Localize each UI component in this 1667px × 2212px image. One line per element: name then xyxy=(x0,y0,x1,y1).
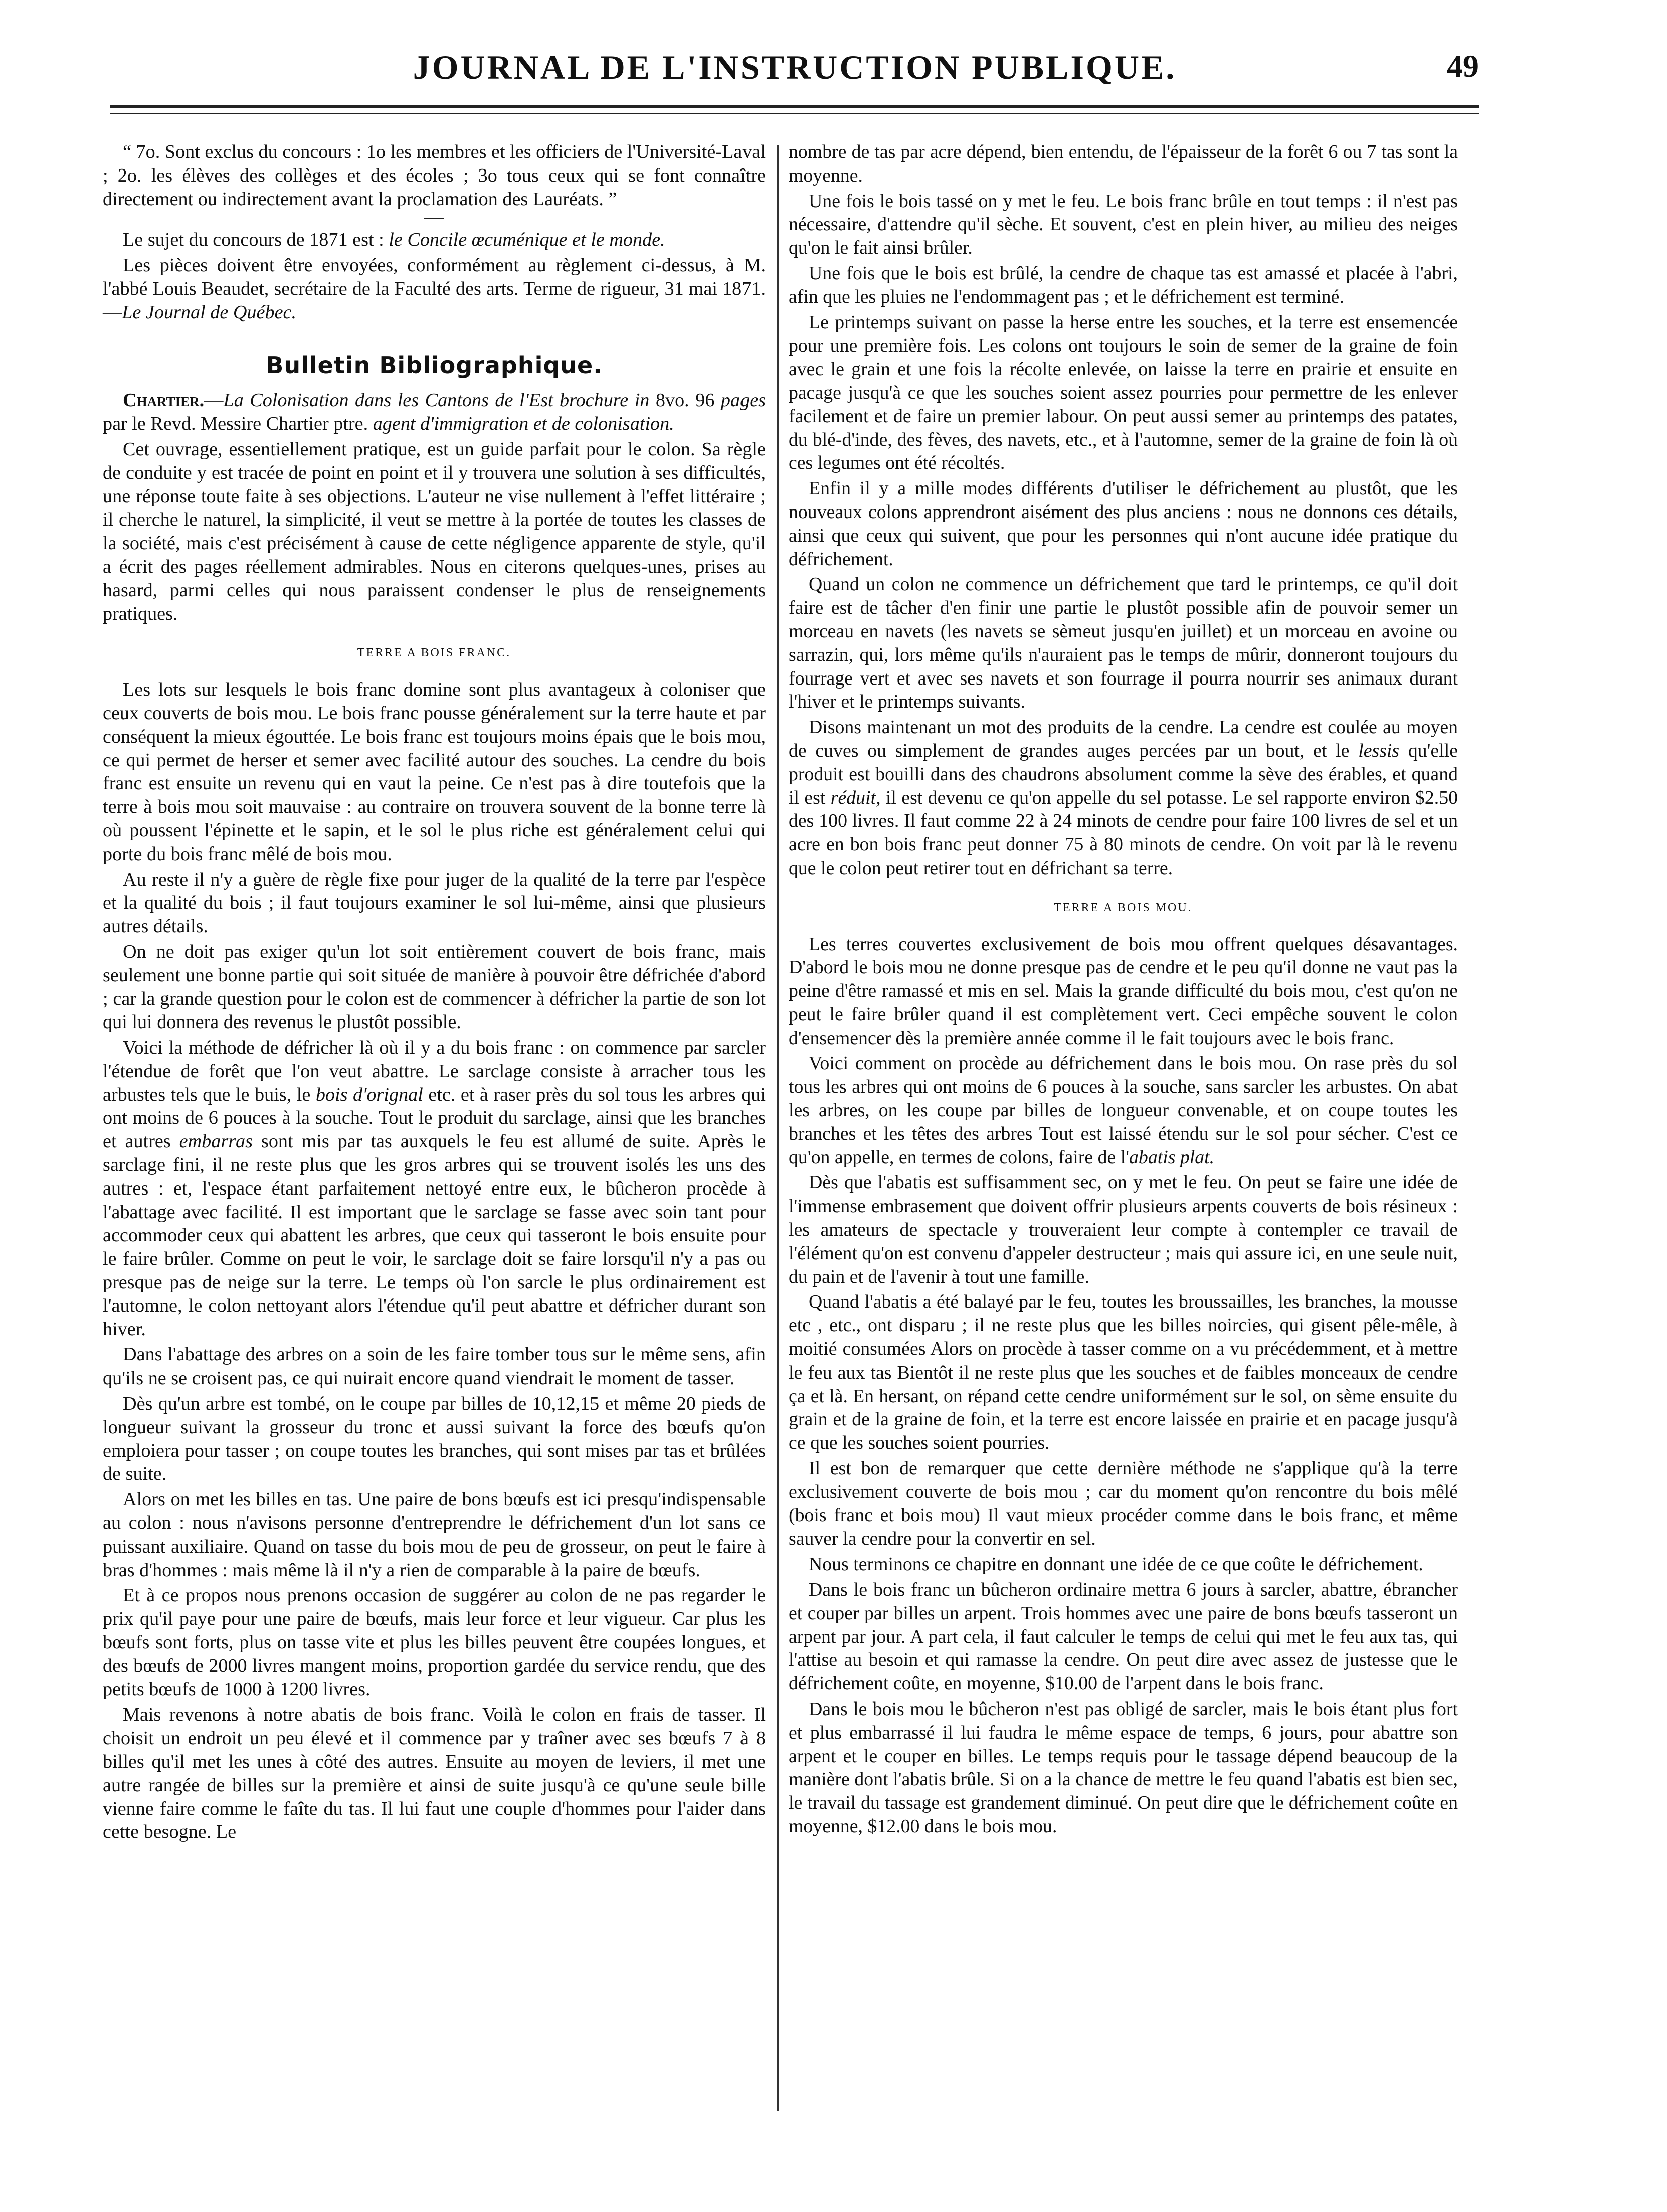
paragraph: Voici comment on procède au défrichement dans le bois mou. On rase près du sol tous les arbres qui ont moins de 6 pouces à la souche, sans sarcler les arbustes. On abat les arbres, on les coupe par billes de longueur convenable, et on coupe toutes les branches et les têtes des arbres Tout est laissé étendu sur le sol pour sécher. C'est ce qu'on appelle, en termes de colons, faire de l'abatis plat. xyxy=(789,1053,1458,1168)
right-column xyxy=(789,140,1458,1840)
paragraph: Dans le bois franc un bûcheron ordinaire mettra 6 jours à sarcler, abattre, ébrancher et couper par billes un arpent. Trois hommes avec une paire de bons bœufs tasseront un arpent par jour. A part cela, il faut calculer le temps de celui qui met le feu aux tas, qui l'attise au besoin et qui ramasse la cendre. On peut dire avec assez de justesse que le défrichement coûte, en moyenne, $10.00 de l'arpent dans le bois franc. xyxy=(789,1579,1458,1694)
paragraph: On ne doit pas exiger qu'un lot soit entièrement couvert de bois franc, mais seulement une bonne partie qui soit située de manière à pouvoir être défrichée d'abord ; car la grande question pour le colon est de commencer à défricher la partie de son lot qui lui donnera des revenus le plustôt possible. xyxy=(103,941,766,1033)
bibliography-entry: Chartier.—La Colonisation dans les Cantons de l'Est brochure in 8vo. 96 pages par le Revd. Messire Chartier ptre. agent d'immigration et de colonisation. xyxy=(103,390,766,435)
paragraph: Une fois que le bois est brûlé, la cendre de chaque tas est amassé et placée à l'abri, afin que les pluies ne l'endommagent pas ; et le défrichement est terminé. xyxy=(789,262,1458,307)
paragraph: Voici la méthode de défricher là où il y a du bois franc : on commence par sarcler l'étendue de forêt que l'on veut abattre. Le sarclage consiste à arracher tous les arbustes tels que le buis, le bois d'orignal etc. et à raser près du sol tous les arbres qui ont moins de 6 pouces à la souche. Tout le produit du sarclage, ainsi que les branches et autres embarras sont mis par tas auxquels le feu est allumé de suite. Après le sarclage fini, il ne reste plus que les gros arbres qui se trouvent isolés les uns des autres : et, l'espace étant parfaitement nettoyé entre eux, le bûcheron procède à l'abattage avec facilité. Il est important que le sarclage se fasse avec soin tant pour accommoder ceux qui abattent les arbres, que ceux qui tasseront le bois ensuite pour le faire brûler. Comme on peut le voir, le sarclage doit se faire lorsqu'il n'y a pas ou presque pas de neige sur la terre. Le temps où l'on sarcle le plus ordinairement est l'automne, le colon nettoyant alors l'étendue qu'il peut abattre et défricher durant son hiver. xyxy=(103,1037,766,1340)
page-header xyxy=(110,48,1479,103)
paragraph: Les lots sur lesquels le bois franc domine sont plus avantageux à coloniser que ceux couverts de bois mou. Le bois franc pousse généralement sur la terre haute et par conséquent la mieux égouttée. Le bois franc est toujours moins épais que le bois mou, ce qui permet de herser et semer avec facilité autour des souches. La cendre du bois franc est ensuite un revenu qui en vaut la peine. Ce n'est pas à dire toutefois que la terre à bois mou soit mauvaise : au contraire on trouvera souvent de la bonne terre là où poussent l'épinette et le sapin, et le sol le plus riche est généralement celui qui porte du bois franc mêlé de bois mou. xyxy=(103,679,766,865)
paragraph: Quand un colon ne commence un défrichement que tard le printemps, ce qu'il doit faire est de tâcher d'en finir une partie le plustôt possible afin de pouvoir semer un morceau en navets (les navets se sèmeut jusqu'en juillet) et un morceau en avoine ou sarrazin, qui, lors même qu'ils n'auraient pas le temps de mûrir, donneront toujours du fourrage vert et avec ses navets et son fourrage il pourra nourrir ses animaux durant l'hiver et le printemps suivants. xyxy=(789,574,1458,713)
paragraph: Une fois le bois tassé on y met le feu. Le bois franc brûle en tout temps : il n'est pas nécessaire, d'attendre qu'il sèche. Et souvent, c'est en plein hiver, au milieu des neiges qu'on le fait ainsi brûler. xyxy=(789,190,1458,259)
paragraph: Dès qu'un arbre est tombé, on le coupe par billes de 10,12,15 et même 20 pieds de longueur suivant la grosseur du tronc et aussi suivant la force des bœufs qu'on emploiera pour tasser ; on coupe toutes les branches, qui sont mises par tas et brûlées de suite. xyxy=(103,1393,766,1485)
header-rule-thin xyxy=(110,113,1479,114)
section-heading: Bulletin Bibliographique. xyxy=(266,351,603,379)
left-column xyxy=(103,140,766,1846)
paragraph: Dans le bois mou le bûcheron n'est pas obligé de sarcler, mais le bois étant plus fort et plus embarrassé il lui faudra le même espace de temps, 6 jours, pour abattre son arpent et le couper en billes. Le temps requis pour le tassage dépend beaucoup de la manière dont l'abatis brûle. Si on a la chance de mettre le feu quand l'abatis est bien sec, le travail du tassage est grandement diminué. On peut dire que le défrichement coûte en moyenne, $12.00 dans le bois mou. xyxy=(789,1698,1458,1837)
paragraph: Nous terminons ce chapitre en donnant une idée de ce que coûte le défrichement. xyxy=(809,1554,1423,1575)
paragraph: Quand l'abatis a été balayé par le feu, toutes les broussailles, les branches, la mousse etc , etc., ont disparu ; il ne reste plus que les billes noircies, qui gisent pêle-mêle, à moitié consumées Alors on procède à tasser comme on a vu précédemment, et à mettre le feu aux tas Bientôt il ne reste plus que les souches et de faibles monceaux de cendre ça et là. En hersant, on répand cette cendre uniformément sur le sol, on sème ensuite du grain et de la graine de foin, et la terre est encore laissée en prairie et en pacage jusqu'à ce que les souches soient pourries. xyxy=(789,1291,1458,1454)
paragraph: Cet ouvrage, essentiellement pratique, est un guide parfait pour le colon. Sa règle de conduite y est tracée de point en point et il y trouvera une solution à ses difficultés, une réponse toute faite à ses objections. L'auteur ne vise nullement à l'effet littéraire ; il cherche le naturel, la simplicité, il veut se mettre à la portée de toutes les classes de la société, mais c'est précisément à cause de cette négligence apparente de style, qu'il a écrit des pages réellement admirables. Nous en citerons quelques-unes, prises au hasard, parmi celles qui nous paraissent condenser le plus de renseignements pratiques. xyxy=(103,438,766,624)
page-number: 49 xyxy=(1447,48,1479,84)
subheading: TERRE A BOIS FRANC. xyxy=(357,646,511,660)
paragraph: Le sujet du concours de 1871 est : le Concile œcuménique et le monde. xyxy=(123,229,665,251)
column-divider xyxy=(777,145,779,2111)
paragraph: Mais revenons à notre abatis de bois franc. Voilà le colon en frais de tasser. Il choisit un endroit un peu élevé et il commence par y traîner avec ses bœufs 7 à 8 billes qu'il met les unes à côté des autres. Ensuite au moyen de leviers, il met une autre rangée de billes sur la première et ainsi de suite jusqu'à ce qu'une seule bille vienne faire comme le faîte du tas. Il lui faut une couple d'hommes pour l'aider dans cette besogne. Le xyxy=(103,1704,766,1843)
paragraph: Les terres couvertes exclusivement de bois mou offrent quelques désavantages. D'abord le bois mou ne donne presque pas de cendre et le peu qu'il donne ne vaut pas la peine d'être ramassé et mis en sel. Mais la grande difficulté du bois mou, c'est qu'on ne peut le faire brûler quand il est complètement vert. Ceci empêche souvent le colon d'ensemencer dès la première année comme il le fait toujours avec le bois franc. xyxy=(789,933,1458,1049)
paragraph: Les pièces doivent être envoyées, conformément au règlement ci-dessus, à M. l'abbé Louis Beaudet, secrétaire de la Faculté des arts. Terme de rigueur, 31 mai 1871.—Le Journal de Québec. xyxy=(103,255,766,323)
paragraph: Il est bon de remarquer que cette dernière méthode ne s'applique qu'à la terre exclusivement couverte de bois mou ; car du moment qu'on rencontre du bois mêlé (bois franc et bois mou) Il vaut mieux procéder comme dans le bois franc, et même sauver la cendre pour la convertir en sel. xyxy=(789,1458,1458,1550)
paragraph: “ 7o. Sont exclus du concours : 1o les membres et les officiers de l'Université-Laval ; 2o. les élèves des collèges et des écoles ; 3o tous ceux qui se font connaître directement ou indirectement avant la proclamation des Lauréats. ” xyxy=(103,141,766,210)
paragraph: Alors on met les billes en tas. Une paire de bons bœufs est ici presqu'indispensable au colon : nous n'avisons personne d'entreprendre le défrichement d'un lot sans ce puissant auxiliaire. Quand on tasse du bois mou de peu de grosseur, on peut le faire à bras d'hommes : mais même là il n'y a rien de comparable à la paire de bœufs. xyxy=(103,1489,766,1581)
paragraph: Dès que l'abatis est suffisamment sec, on y met le feu. On peut se faire une idée de l'immense embrasement que doivent offrir plusieurs arpents couverts de bois résineux : les amateurs de spectacle y trouveraient leur compte à contempler ce travail de l'élément qu'on est convenu d'appeler destructeur ; mais qui assure ici, en une seule nuit, du pain et de l'avenir à tout une famille. xyxy=(789,1172,1458,1287)
paragraph: Au reste il n'y a guère de règle fixe pour juger de la qualité de la terre par l'espèce et la qualité du bois ; il faut toujours examiner le sol lui-même, ainsi que plusieurs autres détails. xyxy=(103,869,766,937)
journal-title: JOURNAL DE L'INSTRUCTION PUBLIQUE. xyxy=(413,48,1177,86)
paragraph: nombre de tas par acre dépend, bien entendu, de l'épaisseur de la forêt 6 ou 7 tas sont la moyenne. xyxy=(789,141,1458,186)
paragraph: Dans l'abattage des arbres on a soin de les faire tomber tous sur le même sens, afin qu'ils ne se croisent pas, ce qui nuirait encore quand viendrait le moment de tasser. xyxy=(103,1344,766,1389)
subheading: TERRE A BOIS MOU. xyxy=(1054,901,1193,914)
paragraph: Et à ce propos nous prenons occasion de suggérer au colon de ne pas regarder le prix qu'il paye pour une paire de bœufs, mais leur force et leur vigueur. Car plus les bœufs sont forts, plus on tasse vite et plus les billes peuvent être coupées longues, et des bœufs de 2000 livres mangent moins, proportion gardée du service rendu, que des petits bœufs de 1000 à 1200 livres. xyxy=(103,1585,766,1700)
paragraph: Le printemps suivant on passe la herse entre les souches, et la terre est ensemencée pour une première fois. Les colons ont toujours le soin de semer de la graine de foin avec le grain et une fois la récolte enlevée, on laisse la terre en prairie et ensuite en pacage jusqu'à ce que les souches soient assez pourries pour permettre de les enlever facilement et de faire un premier labour. On peut aussi semer au printemps des patates, du blé-d'inde, des fèves, des navets, etc., et à l'automne, semer de la graine de foin là où ces legumes ont été récoltés. xyxy=(789,311,1458,474)
paragraph: Enfin il y a mille modes différents d'utiliser le défrichement au plustôt, que les nouveaux colons apprendront aisément des plus anciens : nous ne donnons ces détails, ainsi que ceux qui suivent, que pour les personnes qui n'ont aucune idée pratique du défrichement. xyxy=(789,478,1458,570)
header-rule-thick xyxy=(110,105,1479,108)
paragraph: Disons maintenant un mot des produits de la cendre. La cendre est coulée au moyen de cuves ou simplement de grandes auges percées par un bout, et le lessis qu'elle produit est bouilli dans des chaudrons absolument comme la sève des érables, et quand il est réduit, il est devenu ce qu'on appelle du sel potasse. Le sel rapporte environ $2.50 des 100 livres. Il faut comme 22 à 24 minots de cendre pour faire 100 livres de sel et un acre en bon bois franc peut donner 75 à 80 minots de cendre. On voit par là le revenu que le colon peut retirer tout en défrichant sa terre. xyxy=(789,717,1458,879)
separator-dash xyxy=(424,218,444,219)
